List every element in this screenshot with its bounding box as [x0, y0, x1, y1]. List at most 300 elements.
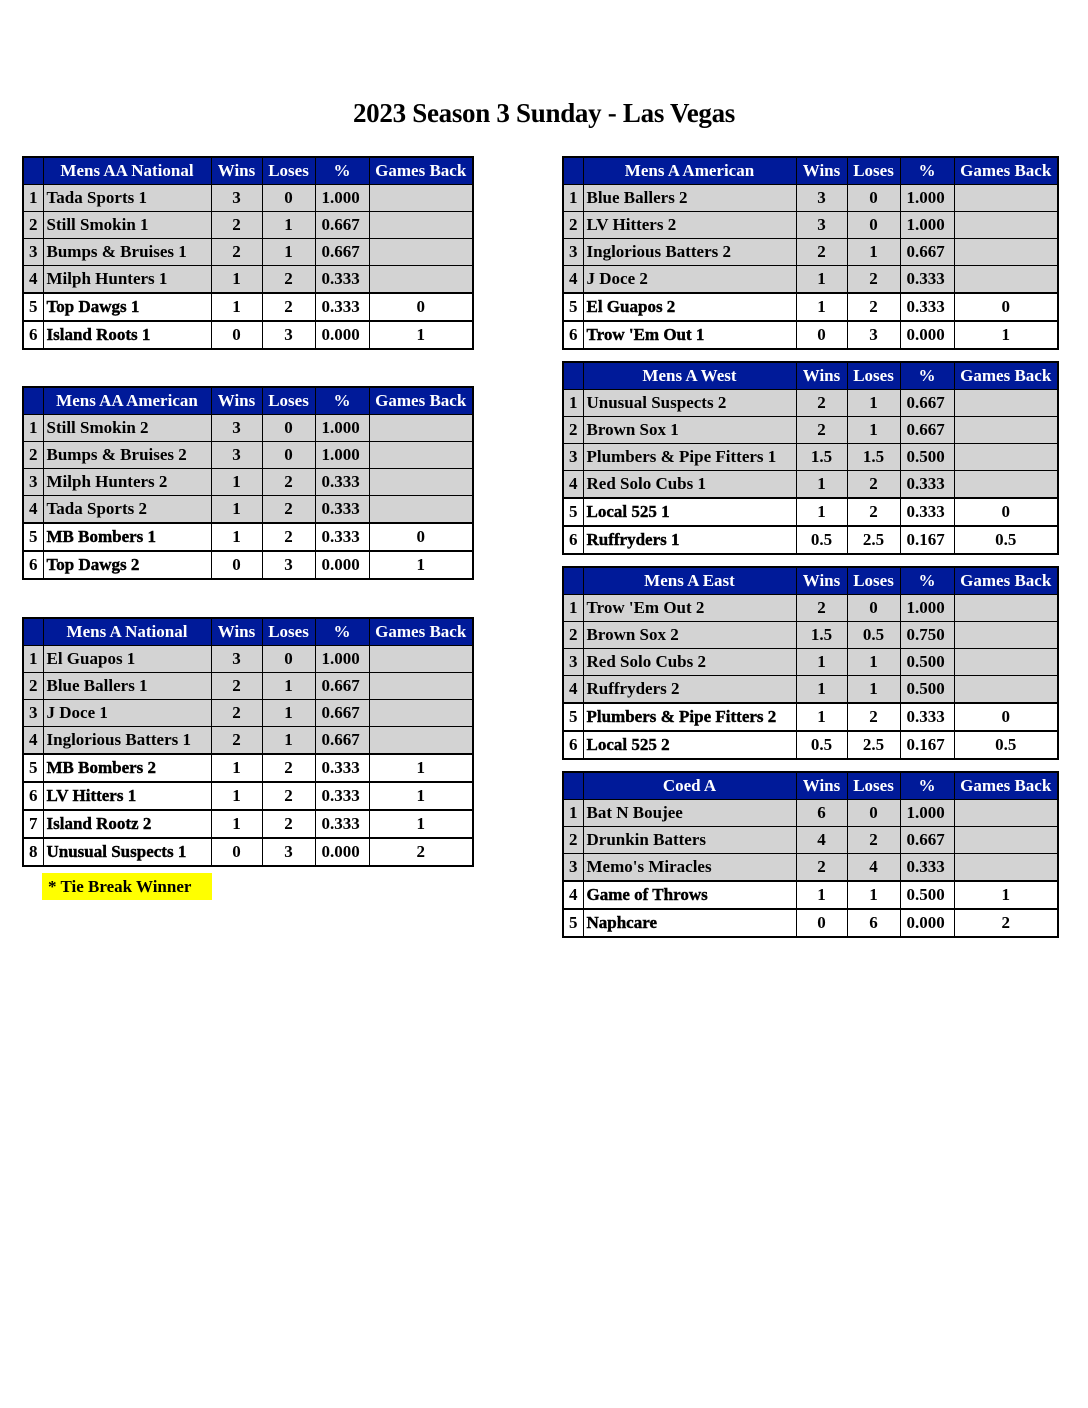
games-back-cell: 0: [954, 293, 1058, 321]
games-back-header: Games Back: [954, 157, 1058, 185]
division-name: Mens AA National: [43, 157, 211, 185]
wins-cell: 1.5: [796, 622, 847, 649]
loses-cell: 2: [847, 498, 900, 526]
loses-cell: 1: [847, 239, 900, 266]
wins-cell: 0: [211, 838, 262, 866]
loses-cell: 2: [262, 754, 315, 782]
team-name-cell: El Guapos 2: [583, 293, 796, 321]
team-name-cell: El Guapos 1: [43, 646, 211, 673]
team-name-cell: Ruffryders 2: [583, 676, 796, 704]
wins-cell: 1: [211, 469, 262, 496]
rank-cell: 6: [563, 526, 583, 554]
team-name-cell: Still Smokin 2: [43, 415, 211, 442]
wins-cell: 1: [796, 881, 847, 909]
loses-cell: 2: [262, 496, 315, 524]
wins-header: Wins: [796, 567, 847, 595]
header-row: [563, 772, 1058, 800]
games-back-cell: [369, 469, 473, 496]
pct-cell: 0.667: [315, 239, 369, 266]
pct-cell: 1.000: [315, 415, 369, 442]
pct-header: %: [315, 618, 369, 646]
division-name: Mens AA American: [43, 387, 211, 415]
team-name-cell: J Doce 2: [583, 266, 796, 294]
wins-cell: 2: [211, 673, 262, 700]
loses-cell: 2: [847, 827, 900, 854]
rank-cell: 5: [563, 703, 583, 731]
rank-cell: 5: [23, 754, 43, 782]
team-name-cell: Milph Hunters 1: [43, 266, 211, 294]
table-row: [23, 523, 473, 551]
pct-cell: 0.333: [900, 703, 954, 731]
wins-header: Wins: [796, 772, 847, 800]
wins-cell: 2: [211, 212, 262, 239]
division-name: Coed A: [583, 772, 796, 800]
loses-cell: 1: [847, 390, 900, 417]
pct-header: %: [315, 157, 369, 185]
games-back-cell: 0: [369, 293, 473, 321]
games-back-header: Games Back: [369, 387, 473, 415]
rank-cell: 3: [563, 444, 583, 471]
rank-cell: 3: [563, 854, 583, 882]
pct-cell: 1.000: [315, 646, 369, 673]
table-row: [23, 496, 473, 524]
loses-cell: 2: [847, 703, 900, 731]
pct-cell: 0.500: [900, 881, 954, 909]
loses-cell: 2: [847, 471, 900, 499]
division-name: Mens A East: [583, 567, 796, 595]
table-row: [23, 185, 473, 212]
rank-cell: 3: [23, 700, 43, 727]
rank-header: [563, 772, 583, 800]
games-back-header: Games Back: [954, 772, 1058, 800]
rank-cell: 8: [23, 838, 43, 866]
table-row: [23, 239, 473, 266]
games-back-cell: [954, 266, 1058, 294]
team-name-cell: Milph Hunters 2: [43, 469, 211, 496]
table-row: [563, 444, 1058, 471]
table-row: [23, 727, 473, 755]
pct-cell: 0.000: [315, 551, 369, 579]
loses-header: Loses: [262, 387, 315, 415]
games-back-cell: [369, 239, 473, 266]
team-name-cell: Ruffryders 1: [583, 526, 796, 554]
team-name-cell: Trow 'Em Out 1: [583, 321, 796, 349]
rank-cell: 5: [563, 909, 583, 937]
loses-cell: 1: [847, 649, 900, 676]
wins-cell: 1: [211, 782, 262, 810]
rank-cell: 6: [23, 321, 43, 349]
header-row: [563, 157, 1058, 185]
pct-cell: 0.333: [315, 469, 369, 496]
loses-header: Loses: [262, 618, 315, 646]
table-row: [563, 321, 1058, 349]
pct-header: %: [900, 567, 954, 595]
games-back-header: Games Back: [954, 567, 1058, 595]
games-back-cell: [954, 239, 1058, 266]
pct-cell: 0.667: [900, 239, 954, 266]
table-row: [563, 649, 1058, 676]
rank-cell: 6: [563, 731, 583, 759]
games-back-header: Games Back: [369, 157, 473, 185]
table-row: [563, 827, 1058, 854]
pct-cell: 1.000: [315, 442, 369, 469]
team-name-cell: Plumbers & Pipe Fitters 2: [583, 703, 796, 731]
pct-cell: 0.667: [315, 727, 369, 755]
games-back-cell: [954, 471, 1058, 499]
loses-cell: 1: [262, 727, 315, 755]
table-row: [23, 673, 473, 700]
wins-cell: 1: [211, 754, 262, 782]
games-back-cell: [369, 700, 473, 727]
games-back-cell: [369, 185, 473, 212]
wins-cell: 1: [211, 810, 262, 838]
standings-table-mens-a-american: [562, 156, 1059, 350]
rank-cell: 2: [23, 673, 43, 700]
rank-cell: 4: [23, 496, 43, 524]
loses-cell: 2: [262, 810, 315, 838]
loses-cell: 0: [847, 595, 900, 622]
rank-header: [23, 618, 43, 646]
pct-cell: 0.000: [900, 909, 954, 937]
wins-cell: 1.5: [796, 444, 847, 471]
team-name-cell: Game of Throws: [583, 881, 796, 909]
loses-cell: 3: [262, 551, 315, 579]
table-row: [23, 838, 473, 866]
loses-cell: 1: [262, 673, 315, 700]
loses-cell: 3: [262, 321, 315, 349]
rank-cell: 4: [23, 727, 43, 755]
games-back-cell: [954, 800, 1058, 827]
team-name-cell: Brown Sox 1: [583, 417, 796, 444]
standings-table-mens-a-national: [22, 617, 474, 867]
team-name-cell: Bumps & Bruises 2: [43, 442, 211, 469]
pct-cell: 0.500: [900, 649, 954, 676]
team-name-cell: Inglorious Batters 2: [583, 239, 796, 266]
pct-cell: 0.000: [900, 321, 954, 349]
wins-cell: 0.5: [796, 526, 847, 554]
rank-cell: 1: [563, 595, 583, 622]
table-row: [563, 498, 1058, 526]
team-name-cell: Island Rootz 2: [43, 810, 211, 838]
wins-cell: 0: [211, 551, 262, 579]
pct-cell: 1.000: [900, 212, 954, 239]
table-row: [23, 782, 473, 810]
team-name-cell: Red Solo Cubs 1: [583, 471, 796, 499]
loses-header: Loses: [847, 157, 900, 185]
games-back-cell: [954, 827, 1058, 854]
rank-cell: 4: [563, 881, 583, 909]
loses-cell: 0.5: [847, 622, 900, 649]
games-back-cell: 0: [369, 523, 473, 551]
games-back-cell: 1: [954, 881, 1058, 909]
table-row: [563, 703, 1058, 731]
rank-cell: 3: [563, 239, 583, 266]
table-row: [563, 800, 1058, 827]
header-row: [23, 618, 473, 646]
table-row: [23, 442, 473, 469]
rank-cell: 6: [23, 782, 43, 810]
table-row: [23, 415, 473, 442]
loses-cell: 2: [262, 782, 315, 810]
loses-cell: 2: [262, 469, 315, 496]
wins-cell: 2: [211, 700, 262, 727]
rank-cell: 4: [563, 676, 583, 704]
wins-cell: 3: [211, 646, 262, 673]
rank-cell: 1: [563, 185, 583, 212]
table-row: [563, 881, 1058, 909]
table-row: [563, 185, 1058, 212]
rank-cell: 1: [23, 646, 43, 673]
table-row: [563, 854, 1058, 882]
loses-cell: 1: [262, 239, 315, 266]
pct-header: %: [315, 387, 369, 415]
team-name-cell: Red Solo Cubs 2: [583, 649, 796, 676]
wins-cell: 1: [211, 293, 262, 321]
loses-cell: 0: [262, 442, 315, 469]
wins-cell: 1: [796, 649, 847, 676]
header-row: [563, 362, 1058, 390]
rank-cell: 7: [23, 810, 43, 838]
rank-cell: 2: [563, 417, 583, 444]
pct-cell: 1.000: [900, 800, 954, 827]
games-back-cell: 2: [954, 909, 1058, 937]
wins-cell: 1: [211, 266, 262, 294]
games-back-cell: [954, 185, 1058, 212]
rank-cell: 5: [563, 498, 583, 526]
pct-cell: 0.667: [900, 390, 954, 417]
rank-cell: 2: [563, 622, 583, 649]
table-row: [563, 909, 1058, 937]
division-name: Mens A American: [583, 157, 796, 185]
wins-cell: 1: [796, 676, 847, 704]
pct-cell: 1.000: [315, 185, 369, 212]
pct-cell: 0.000: [315, 838, 369, 866]
games-back-cell: 1: [369, 551, 473, 579]
team-name-cell: Bumps & Bruises 1: [43, 239, 211, 266]
wins-cell: 1: [796, 498, 847, 526]
games-back-cell: [369, 727, 473, 755]
wins-header: Wins: [211, 618, 262, 646]
wins-cell: 4: [796, 827, 847, 854]
games-back-cell: 0: [954, 703, 1058, 731]
games-back-cell: [369, 415, 473, 442]
header-row: [23, 387, 473, 415]
games-back-cell: [954, 417, 1058, 444]
loses-cell: 1: [262, 212, 315, 239]
rank-cell: 3: [23, 469, 43, 496]
games-back-header: Games Back: [954, 362, 1058, 390]
loses-header: Loses: [847, 567, 900, 595]
division-name: Mens A West: [583, 362, 796, 390]
games-back-cell: 1: [369, 810, 473, 838]
pct-cell: 0.500: [900, 676, 954, 704]
rank-cell: 1: [23, 415, 43, 442]
pct-cell: 0.750: [900, 622, 954, 649]
team-name-cell: Tada Sports 2: [43, 496, 211, 524]
pct-cell: 0.000: [315, 321, 369, 349]
rank-header: [23, 387, 43, 415]
table-row: [23, 646, 473, 673]
games-back-cell: [369, 646, 473, 673]
standings-table-coed-a: [562, 771, 1059, 938]
games-back-cell: 0: [954, 498, 1058, 526]
table-row: [23, 266, 473, 294]
table-row: [563, 212, 1058, 239]
pct-cell: 1.000: [900, 595, 954, 622]
pct-header: %: [900, 157, 954, 185]
loses-header: Loses: [847, 362, 900, 390]
wins-cell: 3: [211, 442, 262, 469]
standings-table-mens-a-west: [562, 361, 1059, 555]
loses-cell: 0: [847, 185, 900, 212]
loses-cell: 2: [262, 523, 315, 551]
wins-cell: 0.5: [796, 731, 847, 759]
table-row: [563, 622, 1058, 649]
wins-cell: 2: [796, 854, 847, 882]
wins-cell: 2: [211, 239, 262, 266]
wins-cell: 3: [211, 185, 262, 212]
wins-cell: 1: [796, 293, 847, 321]
header-row: [23, 157, 473, 185]
loses-cell: 3: [262, 838, 315, 866]
table-row: [23, 212, 473, 239]
pct-cell: 0.333: [315, 293, 369, 321]
pct-cell: 0.333: [900, 266, 954, 294]
loses-cell: 1: [262, 700, 315, 727]
team-name-cell: Island Roots 1: [43, 321, 211, 349]
rank-cell: 1: [563, 390, 583, 417]
team-name-cell: Blue Ballers 2: [583, 185, 796, 212]
games-back-cell: 0.5: [954, 526, 1058, 554]
page-title: 2023 Season 3 Sunday - Las Vegas: [352, 98, 736, 128]
pct-cell: 0.667: [900, 827, 954, 854]
team-name-cell: Local 525 2: [583, 731, 796, 759]
loses-cell: 4: [847, 854, 900, 882]
standings-table-mens-aa-american: [22, 386, 474, 580]
team-name-cell: Bat N Boujee: [583, 800, 796, 827]
wins-cell: 0: [796, 909, 847, 937]
loses-cell: 0: [262, 415, 315, 442]
pct-cell: 0.167: [900, 731, 954, 759]
table-row: [23, 551, 473, 579]
pct-cell: 0.333: [315, 810, 369, 838]
games-back-cell: [369, 496, 473, 524]
division-name: Mens A National: [43, 618, 211, 646]
games-back-cell: [954, 622, 1058, 649]
table-row: [23, 321, 473, 349]
pct-cell: 0.167: [900, 526, 954, 554]
games-back-cell: [954, 390, 1058, 417]
games-back-cell: 1: [369, 754, 473, 782]
pct-cell: 0.333: [900, 854, 954, 882]
rank-cell: 4: [23, 266, 43, 294]
table-row: [563, 239, 1058, 266]
rank-cell: 1: [23, 185, 43, 212]
rank-cell: 1: [563, 800, 583, 827]
rank-cell: 4: [563, 266, 583, 294]
wins-cell: 1: [211, 523, 262, 551]
loses-cell: 0: [262, 646, 315, 673]
team-name-cell: Blue Ballers 1: [43, 673, 211, 700]
wins-header: Wins: [211, 157, 262, 185]
games-back-cell: [954, 595, 1058, 622]
games-back-cell: [369, 442, 473, 469]
rank-header: [563, 157, 583, 185]
wins-cell: 3: [211, 415, 262, 442]
table-row: [23, 754, 473, 782]
team-name-cell: Still Smokin 1: [43, 212, 211, 239]
team-name-cell: MB Bombers 2: [43, 754, 211, 782]
table-row: [563, 390, 1058, 417]
pct-cell: 0.667: [315, 700, 369, 727]
wins-header: Wins: [211, 387, 262, 415]
standings-table-mens-a-east: [562, 566, 1059, 760]
rank-cell: 2: [563, 827, 583, 854]
loses-cell: 6: [847, 909, 900, 937]
wins-cell: 2: [796, 417, 847, 444]
rank-header: [23, 157, 43, 185]
pct-cell: 0.667: [315, 673, 369, 700]
loses-cell: 2.5: [847, 526, 900, 554]
team-name-cell: Top Dawgs 2: [43, 551, 211, 579]
pct-cell: 1.000: [900, 185, 954, 212]
rank-cell: 6: [563, 321, 583, 349]
pct-cell: 0.333: [900, 498, 954, 526]
wins-cell: 0: [211, 321, 262, 349]
games-back-cell: 1: [954, 321, 1058, 349]
rank-cell: 2: [23, 212, 43, 239]
table-row: [563, 731, 1058, 759]
table-row: [23, 469, 473, 496]
team-name-cell: Local 525 1: [583, 498, 796, 526]
rank-cell: 2: [23, 442, 43, 469]
team-name-cell: Tada Sports 1: [43, 185, 211, 212]
pct-cell: 0.333: [315, 782, 369, 810]
pct-cell: 0.333: [315, 754, 369, 782]
table-row: [563, 471, 1058, 499]
games-back-cell: [954, 649, 1058, 676]
table-row: [563, 526, 1058, 554]
loses-cell: 1.5: [847, 444, 900, 471]
standings-table-mens-aa-national: [22, 156, 474, 350]
wins-cell: 6: [796, 800, 847, 827]
wins-cell: 1: [796, 266, 847, 294]
table-row: [563, 266, 1058, 294]
games-back-cell: 0.5: [954, 731, 1058, 759]
pct-cell: 0.333: [900, 471, 954, 499]
team-name-cell: Memo's Miracles: [583, 854, 796, 882]
wins-cell: 2: [796, 390, 847, 417]
games-back-header: Games Back: [369, 618, 473, 646]
rank-cell: 5: [563, 293, 583, 321]
wins-cell: 1: [796, 703, 847, 731]
wins-cell: 2: [211, 727, 262, 755]
loses-cell: 2: [847, 293, 900, 321]
rank-cell: 5: [23, 293, 43, 321]
pct-cell: 0.667: [900, 417, 954, 444]
loses-cell: 2: [262, 293, 315, 321]
rank-cell: 6: [23, 551, 43, 579]
wins-cell: 2: [796, 239, 847, 266]
header-row: [563, 567, 1058, 595]
table-row: [23, 293, 473, 321]
rank-cell: 4: [563, 471, 583, 499]
wins-cell: 1: [211, 496, 262, 524]
games-back-cell: [369, 212, 473, 239]
games-back-cell: 1: [369, 782, 473, 810]
team-name-cell: Brown Sox 2: [583, 622, 796, 649]
team-name-cell: Top Dawgs 1: [43, 293, 211, 321]
